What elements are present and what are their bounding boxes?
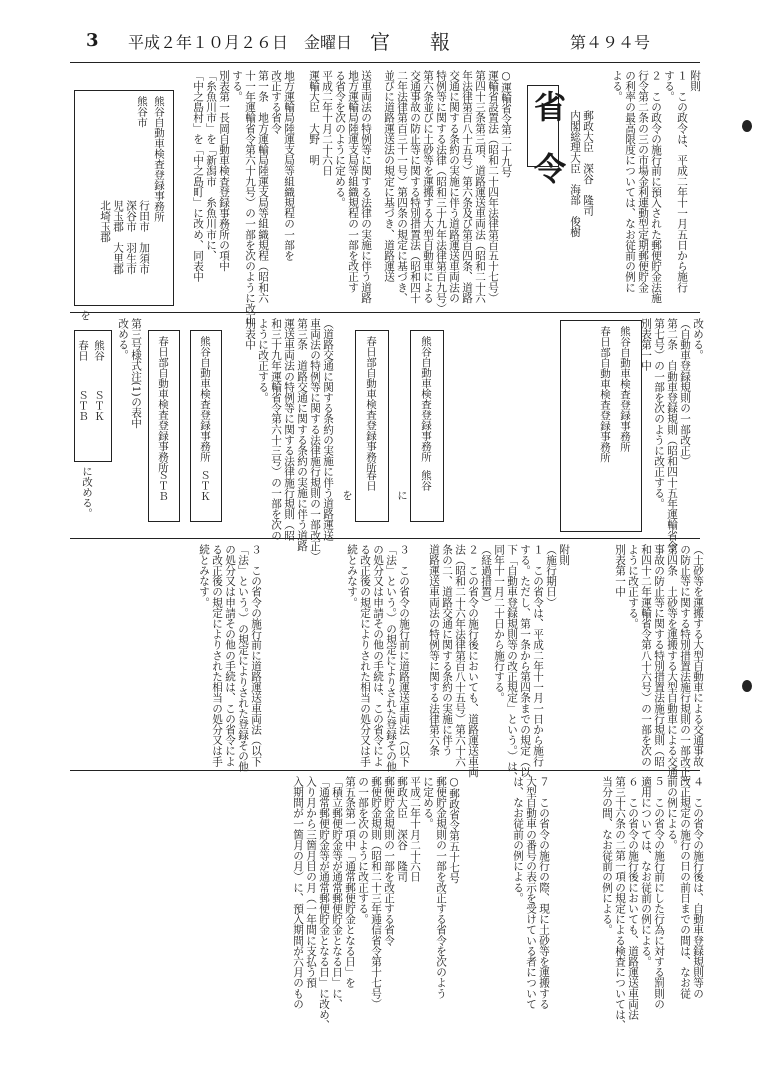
table1-places: 行田市 加須市 深谷市 羽生市 児玉郡 大里郡 北埼玉郡 <box>99 200 150 275</box>
table4-office-b: 春日部自動車検査登録事務所 <box>157 336 169 473</box>
table2-office-b: 春日部自動車検査登録事務所 <box>599 326 611 463</box>
binding-hole-bottom <box>742 680 752 692</box>
table3-office-a: 熊谷自動車検査登録事務所 <box>420 336 432 462</box>
issue-date: 平成２年１０月２６日 金曜日 <box>128 33 353 52</box>
section-divider-1 <box>70 312 700 313</box>
bottom-col9: ○郵政省令第五十七号 郵便貯金規則の一部を改正する省令を次のよう に定める。 平成二年十月二十六日 郵政大臣 深谷 隆司 郵便貯金規則の一部を改正する省令 郵便貯金規則（昭和二十三年逓信省令第十七号） の一部を次のように改正する。 第五条第一項中「通常郵便貯金となる日」を 「積立郵便貯金等が通常郵便貯金となる日」に、 「通常郵便貯金等が通常郵便貯金となる日」に改め、 入り月から三箇月目の月（一年間に支払う預 入期間が一箇月の月）に、預入期間が六月のもの <box>292 776 460 1031</box>
middle-col3: 第三号様式注(1)の表中 改める。 <box>117 318 142 429</box>
table1-city: 熊谷市 <box>136 96 148 128</box>
table1-suffix: を <box>79 310 91 321</box>
table3-code-a: 熊谷 <box>420 470 432 491</box>
page-number: 3 <box>86 30 99 51</box>
table5-code-b: 春日 <box>77 340 89 361</box>
middle-col1: 改める。 （自動車登録規則の一部改正） 第二条 自動車登録規則（昭和四十五年運輸省令 第七号）の一部を次のように改正する。 別表第一中 <box>640 318 704 552</box>
table5-suffix: に改める。 <box>81 466 93 519</box>
ministry-order-col3: 地方運輸局陸運支局等組織規程の一部を 改正する省令 第一条 地方運輸局陸運支局等組織規程（昭和六 十一年運輸省令第六十九号）の一部を次のように改正 する。 別表第一長岡自動車検査登録事務所の項中 「糸魚川市」を「新潟市 糸魚川市に、 「中之島村」を「中之島町」に改め、同表中 <box>192 70 295 325</box>
section-divider-3 <box>70 770 700 771</box>
bottom-col5: 附則 （施行期日） １ この省令は、平成二年十一月一日から施行 する。ただし、第一条から第四条までの規定（以 下「自動車登録規則等の改正規定」という。）は、 同年十一月二十日から施行する。 （経過措置） ２ この省令の施行後においても、道路運送車両 法（昭和二十六年法律第百八十五号）第六十六 条の二、道路交通に関する条約の実施に伴う 道路運送車両法の特例等に関する法律第六条 <box>428 544 570 783</box>
table5-stb: ＳＴＢ <box>77 390 89 422</box>
bottom-col8: ７ この省令の施行の際、現に土砂等を運搬する 大型自動車の番号の表示を受けている者について は、なお従前の例による。 <box>512 776 550 1010</box>
issue-number: 第４９４号 <box>570 33 651 52</box>
section-divider-2 <box>70 538 700 539</box>
supplementary-provisions-right: 附則 １ この政令は、平成二年十一月五日から施行 する。 ２ この政令の施行前に預入された郵便貯金法施 行令第二条の三の市場金利連動型定期郵便貯金 の利率の最高限度については、なお従前の例に よる。 <box>611 70 701 304</box>
table4-stk: ＳＴＫ <box>199 470 211 502</box>
ministry-title: 省令 <box>529 90 567 214</box>
bottom-col-left: ３ この省令の施行前に道路運送車両法（以下 「法」という。）の規定によりされた登録その他 の処分又は申請その他の手続は、この省令によ る改正後の規定によりされた相当の処分又は手 続とみなす。 <box>198 544 262 772</box>
table4-stb: ＳＴＢ <box>157 470 169 502</box>
gazette-header <box>70 22 700 63</box>
binding-hole-top <box>742 120 752 132</box>
bottom-col6: ３ この省令の施行前に道路運送車両法（以下 「法」という。）の規定によりされた登録その他 の処分又は申請その他の手続は、この省令によ る改正後の規定によりされた相当の処分又は手 続とみなす。 <box>346 544 410 772</box>
table3-wo: を <box>341 490 353 501</box>
ministry-order-col2: 送車両法の特例等に関する法律の実施に伴う道路 地方運輸局陸運支局等組織規程の一部を改正す る省令を次のように定める。 平成二年十月二十六日 運輸大臣 大野 明 <box>308 70 372 304</box>
table5-stk: ＳＴＫ <box>93 390 105 422</box>
ministry-order-col1: ○運輸省令第二十九号 運輸省設置法（昭和二十四年法律第百五十七号） 第四十三条第三項、道路運送車両法（昭和二十六 年法律第百八十五号）第六条及び第百四条、道路 交通に関する条約の実施に伴う道路運送車両法の 特例等に関する法律（昭和三十九年法律第百九号） 第六条並びに土砂等を運搬する大型自動車による 交通事故の防止等に関する特別措置法（昭和四十 二年法律第百三十一号）第四条の規定に基づき、 並びに道路運送法の規定に基づき、道路運送 <box>383 70 512 314</box>
bottom-col7: ４ この省令の施行後は、自動車登録規則等の 改正規定の施行の日の前日までの間は、なお従 前の例による。 ５ この省令の施行前にした行為に対する罰則の 適用については、なお従前の例による。 ６ この省令の施行後においても、道路運送車両法 第三十六条の二第一項の規定による検査については、 当分の間、なお従前の例による。 <box>601 776 704 1031</box>
middle-col2: （道路交通に関する条約の実施に伴う道路運送 車両法の特例等に関する法律施行規則の一部改正） 第三条 道路交通に関する条約の実施に伴う道路 運送車両法の特例等に関する法律施行規則（昭 和三十九年運輸省令第六十三号）の一部を次の ように改正する。 別表中 <box>244 318 334 562</box>
bottom-col4: （土砂等を運搬する大型自動車による交通事故 の防止等に関する特別措置法施行規則の一部改正） 第四条 土砂等を運搬する大型自動車による交通 事故の防止等に関する特別措置法施行規則（昭 和四十二年運輸省令第八十六号）の一部を次の ように改正する。 別表第一中 <box>614 544 704 788</box>
table5-code: 熊谷 <box>93 340 105 361</box>
table3-office-b: 春日部自動車検査登録事務所 <box>365 336 377 473</box>
table3-ni: に <box>396 490 408 501</box>
table2-office-a: 熊谷自動車検査登録事務所 <box>619 326 631 452</box>
gazette-title: 官報 <box>370 30 490 54</box>
table3-code-b: 春日 <box>365 470 377 491</box>
table1-office: 熊谷自動車検査登録事務所 <box>153 96 165 222</box>
signers-block: 郵政大臣 深谷 隆司 内閣総理大臣 海部 俊樹 <box>569 110 594 238</box>
table4-office-a: 熊谷自動車検査登録事務所 <box>199 336 211 462</box>
